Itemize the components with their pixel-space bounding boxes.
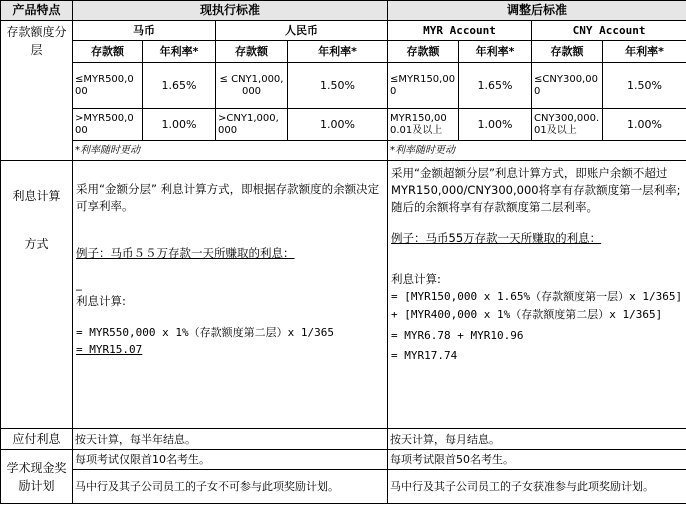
header-feature: 产品特点 xyxy=(1,1,73,21)
currency-cny-en: CNY Account xyxy=(532,21,686,41)
cur-myr-amt-1: ≤MYR500,000 xyxy=(73,63,143,109)
payable-label: 应付利息 xyxy=(1,429,73,450)
col-deposit-3: 存款额 xyxy=(388,41,459,63)
adj-cny-amt-2: CNY300,000.01及以上 xyxy=(532,109,603,141)
adjusted-calc-step: = MYR6.78 + MYR10.96 xyxy=(391,329,524,342)
interest-label-line1: 利息计算 xyxy=(12,189,61,203)
scholarship-adjusted-2: 马中行及其子公司员工的子女获准参与此项奖励计划。 xyxy=(388,470,686,504)
cur-myr-amt-2: >MYR500,000 xyxy=(73,109,143,141)
note-adjusted: *利率随时更动 xyxy=(388,141,686,161)
col-deposit-2: 存款额 xyxy=(216,41,288,63)
header-current: 现执行标准 xyxy=(73,1,388,21)
adjusted-calc-example: 例子：马币55万存款一天所赚取的利息： xyxy=(391,231,602,245)
adj-cny-rate-1: 1.50% xyxy=(603,63,686,109)
current-calc-dash: _ xyxy=(76,277,82,291)
adjusted-calc-result: = MYR17.74 xyxy=(391,349,458,362)
currency-myr-en: MYR Account xyxy=(388,21,532,41)
current-calc-cell xyxy=(73,161,388,429)
col-rate-2: 年利率* xyxy=(288,41,388,63)
cur-cny-rate-1: 1.50% xyxy=(288,63,388,109)
adjusted-calc-desc: 采用“金额超额分层”利息计算方式，即账户余额不超过MYR150,000/CNY300,000将享有存款额度第一层利率;随后的余额将享有存款额度第二层利率。 xyxy=(391,166,681,214)
cur-cny-amt-1: ≤ CNY1,000,000 xyxy=(216,63,288,109)
adj-cny-amt-1: ≤CNY300,000 xyxy=(532,63,603,109)
adj-myr-rate-2: 1.00% xyxy=(459,109,532,141)
current-calc-label: 利息计算: xyxy=(76,294,126,308)
current-calc-result: = MYR15.07 xyxy=(76,343,143,356)
scholarship-adjusted-1: 每项考试限首50名考生。 xyxy=(388,450,686,470)
currency-myr-cn: 马币 xyxy=(73,21,216,41)
header-adjusted: 调整后标准 xyxy=(388,1,686,21)
scholarship-label: 学术现金奖励计划 xyxy=(1,450,73,504)
col-deposit-4: 存款额 xyxy=(532,41,603,63)
adj-myr-amt-2: MYR150,000.01及以上 xyxy=(388,109,459,141)
adjusted-calc-formula: = [MYR150,000 x 1.65%（存款额度第一层）x 1/365] + [MYR400,000 x 1%（存款额度第二层）x 1/365] xyxy=(391,290,683,321)
interest-label-line2: 方式 xyxy=(24,237,49,251)
col-rate-1: 年利率* xyxy=(143,41,216,63)
current-calc-formula: = MYR550,000 x 1%（存款额度第二层）x 1/365 xyxy=(76,326,334,339)
payable-adjusted: 按天计算，每月结息。 xyxy=(388,429,686,450)
payable-current: 按天计算，每半年结息。 xyxy=(73,429,388,450)
note-current: *利率随时更动 xyxy=(73,141,388,161)
current-calc-desc: 采用“金额分层” 利息计算方式，即根据存款额度的余额决定可享利率。 xyxy=(76,182,380,213)
col-rate-4: 年利率* xyxy=(603,41,686,63)
col-deposit-1: 存款额 xyxy=(73,41,143,63)
adjusted-calc-label: 利息计算: xyxy=(391,272,441,286)
interest-label xyxy=(1,161,73,429)
scholarship-current-1: 每项考试仅限首10名考生。 xyxy=(73,450,388,470)
col-rate-3: 年利率* xyxy=(459,41,532,63)
cur-cny-amt-2: >CNY1,000,000 xyxy=(216,109,288,141)
adj-cny-rate-2: 1.00% xyxy=(603,109,686,141)
tier-label: 存款额度分层 xyxy=(1,21,73,161)
currency-cny-cn: 人民币 xyxy=(216,21,388,41)
adjusted-calc-cell xyxy=(388,161,686,429)
cur-myr-rate-2: 1.00% xyxy=(143,109,216,141)
scholarship-current-2: 马中行及其子公司员工的子女不可参与此项奖励计划。 xyxy=(73,470,388,504)
adj-myr-amt-1: ≤MYR150,000 xyxy=(388,63,459,109)
adj-myr-rate-1: 1.65% xyxy=(459,63,532,109)
cur-myr-rate-1: 1.65% xyxy=(143,63,216,109)
current-calc-example: 例子：马币５５万存款一天所赚取的利息： xyxy=(76,246,295,260)
cur-cny-rate-2: 1.00% xyxy=(288,109,388,141)
